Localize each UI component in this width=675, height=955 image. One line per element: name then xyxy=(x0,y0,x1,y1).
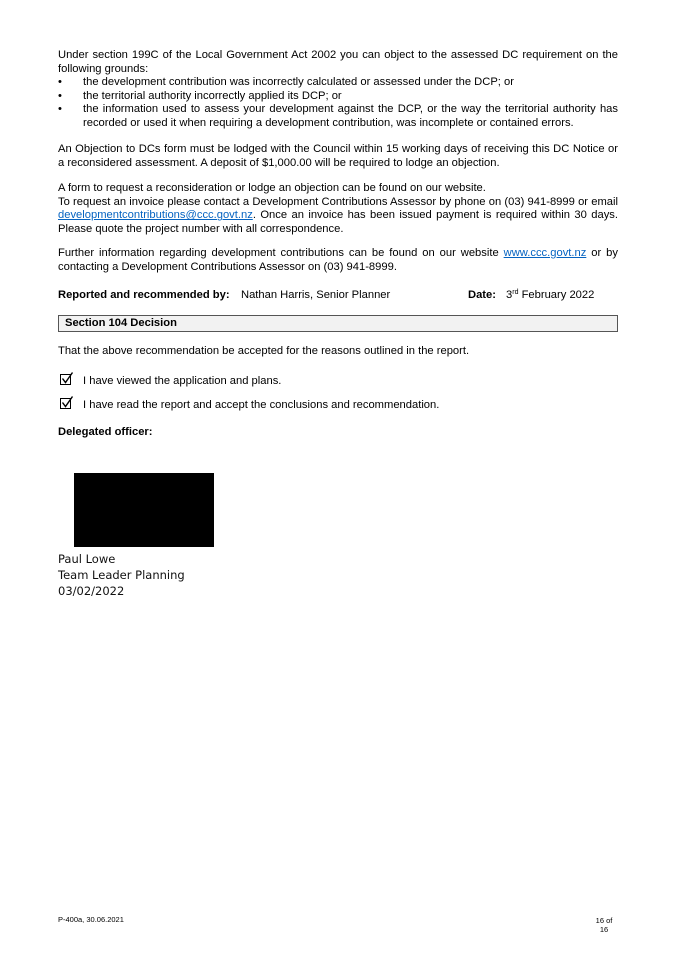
form-line: A form to request a reconsideration or lodge an objection can be found on our website. xyxy=(58,182,486,194)
check-row xyxy=(58,399,558,415)
list-item: • the territorial authority incorrectly applied its DCP; or xyxy=(58,89,342,102)
check-label: I have viewed the application and plans. xyxy=(83,375,282,387)
date-label: Date: xyxy=(468,289,496,301)
website-link[interactable]: www.ccc.govt.nz xyxy=(503,247,587,259)
check-row xyxy=(58,375,558,391)
bullet-icon: • xyxy=(58,103,62,116)
intro-paragraph: Under section 199C of the Local Government Act 2002 you can object to the assessed DC requirement on the following grounds: xyxy=(58,49,618,75)
decision-paragraph: That the above recommendation be accepted for the reasons outlined in the report. xyxy=(58,345,470,357)
signatory-title: Team Leader Planning xyxy=(58,568,185,582)
date-value: 3rd February 2022 xyxy=(506,289,595,301)
objection-paragraph: An Objection to DCs form must be lodged with the Council within 15 working days of receiving this DC Notice or a reconsidered assessment. A deposit of $1,000.00 will be required to lodge an objection. xyxy=(58,143,618,169)
email-link[interactable]: developmentcontributions@ccc.govt.nz xyxy=(58,209,253,222)
signatory-date: 03/02/2022 xyxy=(58,584,125,598)
delegated-officer-label: Delegated officer: xyxy=(58,426,153,438)
check-label: I have read the report and accept the conclusions and recommendation. xyxy=(83,399,440,411)
invoice-paragraph: To request an invoice please contact a Development Contributions Assessor by phone on (03) 941-8999 or email developmentcontributions@ccc.govt.nz. Once an invoice has been issued payment is required within 30 days. Please quote the project number with all correspondence. xyxy=(58,195,618,235)
list-item: • the information used to assess your development against the DCP, or the way the territorial authority has recorded or used it when requiring a development contribution, was incomplete or contained errors. xyxy=(58,103,618,129)
objection-grounds-intro xyxy=(58,49,618,76)
page-number: 16 of 16 xyxy=(595,916,613,934)
reported-by-row xyxy=(58,289,618,303)
further-info-paragraph: Further information regarding development contributions can be found on our website www.ccc.govt.nz or by contacting a Development Contributions Assessor on (03) 941-8999. xyxy=(58,247,618,273)
grounds-list xyxy=(58,76,618,130)
invoice-section xyxy=(58,182,618,236)
reported-value: Nathan Harris, Senior Planner xyxy=(241,289,391,301)
section-title: Section 104 Decision xyxy=(65,317,177,329)
list-item: • the development contribution was incorrectly calculated or assessed under the DCP; or xyxy=(58,76,514,88)
section-heading-box xyxy=(58,315,618,332)
checked-checkbox-icon[interactable] xyxy=(60,398,71,409)
reported-label: Reported and recommended by: xyxy=(58,289,230,301)
form-code: P-400a, 30.06.2021 xyxy=(58,915,124,924)
bullet-icon: • xyxy=(58,89,62,102)
redacted-signature xyxy=(74,473,214,547)
signatory-name: Paul Lowe xyxy=(58,552,116,566)
bullet-icon: • xyxy=(58,76,62,88)
checked-checkbox-icon[interactable] xyxy=(60,374,71,385)
